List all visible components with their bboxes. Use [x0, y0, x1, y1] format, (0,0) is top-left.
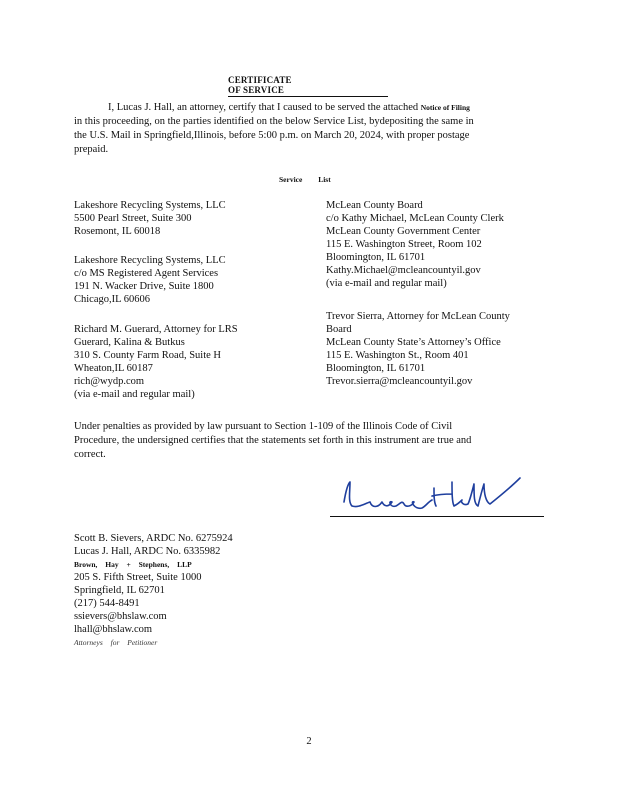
party-line: 5500 Pearl Street, Suite 300: [74, 213, 192, 224]
party-line: c/o Kathy Michael, McLean County Clerk: [326, 213, 504, 224]
party-line: Lakeshore Recycling Systems, LLC: [74, 255, 226, 266]
intro-lead: I, Lucas J. Hall, an attorney, certify that I caused to be served the attached: [108, 102, 419, 113]
party-email: rich@wydp.com: [74, 376, 145, 387]
party-email: Trevor.sierra@mcleancountyil.gov: [326, 376, 473, 387]
party-line: Lakeshore Recycling Systems, LLC: [74, 200, 226, 211]
title-word-of-service: OF SERVICE: [228, 85, 285, 95]
party-email: Kathy.Michael@mcleancountyil.gov: [326, 265, 481, 276]
intro-line-3: the U.S. Mail in Springfield,Illinois, before 5:00 p.m. on March 20, 2024, with proper postage: [74, 130, 470, 141]
intro-line-1: [108, 101, 540, 114]
party-line: Guerard, Kalina & Butkus: [74, 337, 185, 348]
party-line: 191 N. Wacker Drive, Suite 1800: [74, 281, 214, 292]
left-party-3: [74, 323, 238, 401]
party-line: McLean County Board: [326, 200, 423, 211]
penalty-line-1: Under penalties as provided by law pursuant to Section 1-109 of the Illinois Code of Civil: [74, 421, 453, 432]
party-line: 310 S. County Farm Road, Suite H: [74, 350, 222, 361]
penalty-line-2: Procedure, the undersigned certifies that the statements set forth in this instrument are true and: [74, 435, 472, 446]
right-party-2: [326, 310, 510, 388]
party-line: (via e-mail and regular mail): [74, 389, 195, 400]
signer-line: 205 S. Fifth Street, Suite 1000: [74, 572, 202, 583]
signer-block: [74, 532, 233, 649]
party-line: Board: [326, 324, 352, 335]
party-line: Rosemont, IL 60018: [74, 226, 161, 237]
party-line: Chicago,IL 60606: [74, 294, 151, 305]
signer-phone: (217) 544-8491: [74, 598, 140, 609]
party-line: Wheaton,IL 60187: [74, 363, 153, 374]
signer-line: Lucas J. Hall, ARDC No. 6335982: [74, 546, 221, 557]
intro-line-4: prepaid.: [74, 144, 109, 155]
left-party-2: [74, 254, 226, 306]
party-line: 115 E. Washington Street, Room 102: [326, 239, 482, 250]
signer-line: Springfield, IL 62701: [74, 585, 165, 596]
intro-doc-name: Notice of Filing: [420, 103, 470, 112]
signer-email: lhall@bhslaw.com: [74, 624, 153, 635]
signature-line: [330, 516, 544, 517]
party-line: (via e-mail and regular mail): [326, 278, 447, 289]
party-line: Richard M. Guerard, Attorney for LRS: [74, 324, 238, 335]
right-party-1: [326, 199, 504, 290]
signature-image: [330, 472, 530, 516]
party-line: Bloomington, IL 61701: [326, 363, 426, 374]
party-line: 115 E. Washington St., Room 401: [326, 350, 469, 361]
penalty-line-3: correct.: [74, 449, 106, 460]
party-line: McLean County State’s Attorney’s Office: [326, 337, 501, 348]
signer-email: ssievers@bhslaw.com: [74, 611, 167, 622]
party-line: c/o MS Registered Agent Services: [74, 268, 219, 279]
firm-name: Brown, Hay + Stephens, LLP: [74, 560, 192, 569]
party-line: Bloomington, IL 61701: [326, 252, 426, 263]
service-list-heading: Service List: [279, 175, 331, 184]
party-line: Trevor Sierra, Attorney for McLean County: [326, 311, 510, 322]
signer-role: Attorneys for Petitioner: [74, 638, 158, 647]
signer-line: Scott B. Sievers, ARDC No. 6275924: [74, 533, 233, 544]
certificate-title: [228, 75, 388, 97]
intro-line-2: in this proceeding, on the parties identified on the below Service List, bydepositing the same in: [74, 116, 474, 127]
title-word-certificate: CERTIFICATE: [228, 75, 292, 85]
page-number: 2: [306, 736, 312, 747]
party-line: McLean County Government Center: [326, 226, 481, 237]
left-party-1: [74, 199, 226, 238]
